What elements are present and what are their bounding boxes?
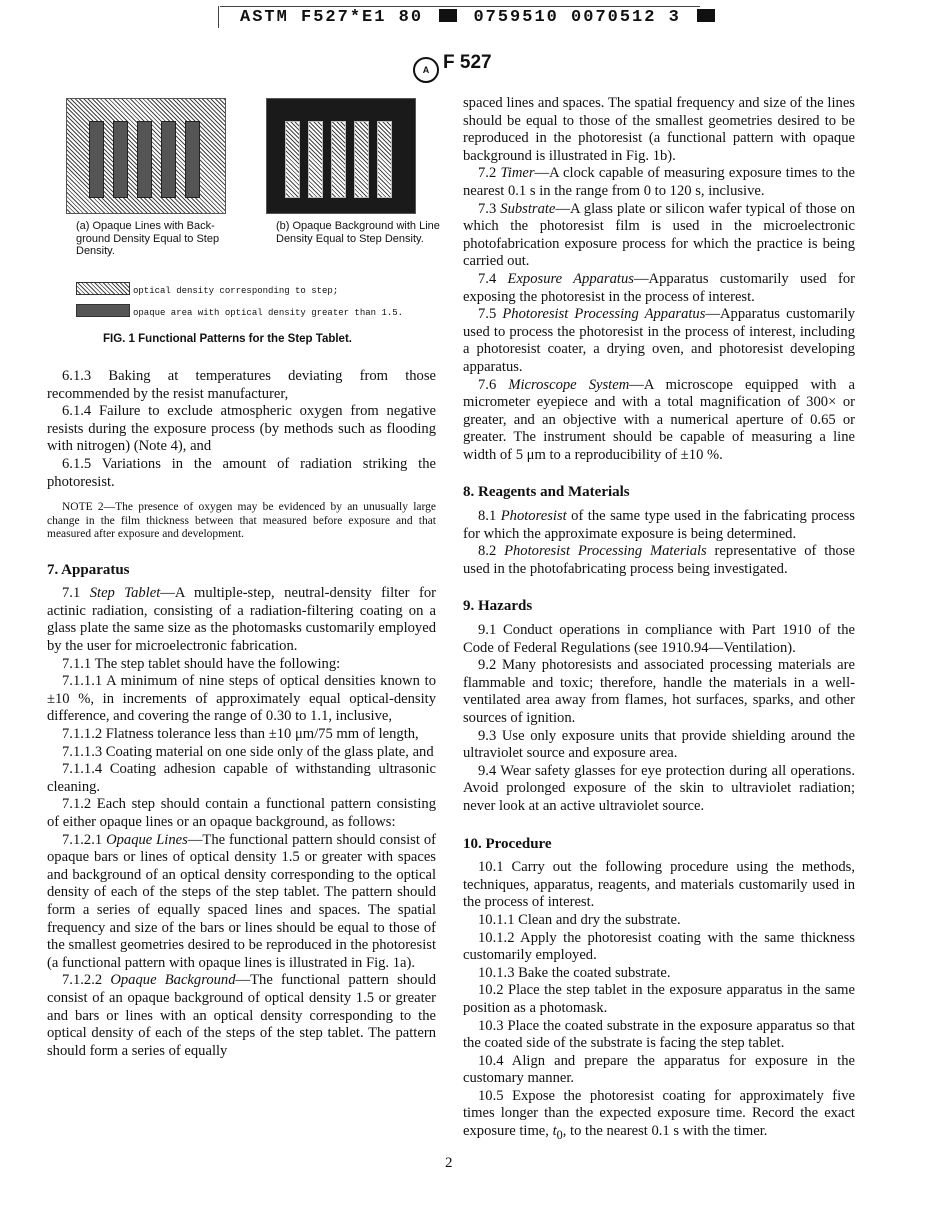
header-rule xyxy=(220,6,700,7)
density-line xyxy=(331,121,346,198)
para-7-1-1-2: 7.1.1.2 Flatness tolerance less than ±10 μm/75 mm of length, xyxy=(62,726,419,742)
para-10-3: 10.3 Place the coated substrate in the exposure apparatus so that the coated side of the substrate is facing the step tablet. xyxy=(463,1017,855,1052)
opaque-line xyxy=(137,121,152,198)
hatch-swatch-icon xyxy=(76,282,130,295)
para-6-1-3: 6.1.3 Baking at temperatures deviating from those recommended by the resist manufacturer, xyxy=(47,368,436,402)
para-7-1-2: 7.1.2 Each step should contain a functional pattern consisting of either opaque lines or an opaque background, as follows: xyxy=(47,796,436,830)
left-column xyxy=(47,368,436,1060)
para-9-4: 9.4 Wear safety glasses for eye protection during all operations. Avoid prolonged exposure of the skin to ultraviolet radiation; never look at an active ultraviolet source. xyxy=(463,762,855,814)
section-10-heading: 10. Procedure xyxy=(463,835,552,852)
para-10-1-3: 10.1.3 Bake the coated substrate. xyxy=(478,964,671,981)
para-7-1-1-3: 7.1.1.3 Coating material on one side only of the glass plate, and xyxy=(62,743,434,760)
note-2: NOTE 2—The presence of oxygen may be evidenced by an unusually large change in the film thickness between that measured before exposure and that measured after exposure and development. xyxy=(47,501,436,541)
para-7-1-1-4: 7.1.1.4 Coating adhesion capable of withstanding ultrasonic cleaning. xyxy=(47,761,436,795)
para-7-1: 7.1 Step Tablet—A multiple-step, neutral-density filter for actinic radiation, consisting of a radiation-filtering coating on a glass plate the same size as the photomasks customarily employed by the user for microelectronic fabrication. xyxy=(47,585,436,655)
section-7-heading: 7. Apparatus xyxy=(47,561,130,578)
section-8-heading: 8. Reagents and Materials xyxy=(463,484,630,501)
para-7-5: 7.5 Photoresist Processing Apparatus—Apparatus customarily used to process the photoresist in the process of interest, including a photoresist coater, a drying oven, and photoresist developing apparatus. xyxy=(463,306,855,375)
astm-logo xyxy=(413,52,492,83)
density-line xyxy=(308,121,323,198)
para-10-1-1: 10.1.1 Clean and dry the substrate. xyxy=(478,911,681,928)
designation: F 527 xyxy=(443,52,492,73)
para-8-2: 8.2 Photoresist Processing Materials representative of those used in the photofabricating process being investigated. xyxy=(463,543,855,577)
page-number: 2 xyxy=(445,1155,453,1171)
para-6-1-5: 6.1.5 Variations in the amount of radiation striking the photoresist. xyxy=(47,455,436,490)
para-7-3: 7.3 Substrate—A glass plate or silicon wafer typical of those on which the photoresist film is used in the microelectronic photofabrication exposure process for which the practice is being carried out. xyxy=(463,200,856,270)
figure-panel-a xyxy=(66,98,226,214)
para-7-1-2-2: 7.1.2.2 Opaque Background—The functional pattern should consist of an opaque background of optical density 1.5 or greater and bars or lines with an optical density corresponding to the optical density of each of the steps of the step tablet. The pattern should form a series of equally xyxy=(47,972,436,1059)
barcode-block-icon xyxy=(697,9,715,22)
opaque-swatch-icon xyxy=(76,304,130,317)
opaque-line xyxy=(89,121,104,198)
para-9-2: 9.2 Many photoresists and associated processing materials are flammable and toxic; therefore, handle the materials in a well-ventilated area away from flames, hot surfaces, sparks, and other sources of ignition. xyxy=(463,657,855,726)
figure-panel-b xyxy=(266,98,416,214)
para-7-1-2-1: 7.1.2.1 Opaque Lines—The functional pattern should consist of opaque bars or lines of optical density 1.5 or greater with spaces and background of an optical density corresponding to the optical density of each of the steps of the step tablet. The pattern should form a series of equally spaced lines and spaces. The spatial frequency and size of the bars or lines should be equal to those of the smallest geometries desired to be reproduced in the photoresist (a functional pattern with opaque lines is illustrated in Fig. 1a). xyxy=(47,831,436,971)
density-line xyxy=(377,121,392,198)
para-10-4: 10.4 Align and prepare the apparatus for exposure in the customary manner. xyxy=(463,1052,855,1087)
opaque-line xyxy=(161,121,176,198)
figure-title: FIG. 1 Functional Patterns for the Step Tablet. xyxy=(103,333,352,345)
code-right: 0759510 0070512 3 xyxy=(473,8,681,27)
para-6-1-4: 6.1.4 Failure to exclude atmospheric oxygen from negative resists during the exposure process (by methods such as flooding with nitrogen) (Note 4), and xyxy=(47,403,436,455)
figure-caption-b: (b) Opaque Background with Line Density Equal to Step Density. xyxy=(276,220,440,245)
para-10-1: 10.1 Carry out the following procedure using the methods, techniques, apparatus, reagents, and materials customarily used in the process of interest. xyxy=(463,859,855,911)
header-tick xyxy=(218,6,219,28)
astm-seal-icon: A xyxy=(413,57,439,83)
para-8-1: 8.1 Photoresist of the same type used in the fabricating process for which the approximate exposure is being determined. xyxy=(463,508,855,542)
para-7-2: 7.2 Timer—A clock capable of measuring exposure times to the nearest 0.1 s in the range from 0 to 120 s, inclusive. xyxy=(463,165,855,199)
section-9-heading: 9. Hazards xyxy=(463,598,533,615)
right-column xyxy=(463,95,855,1145)
opaque-line xyxy=(113,121,128,198)
para-7-6: 7.6 Microscope System—A microscope equipped with a micrometer eyepiece and with a total magnification of 300× or greater, and an objective with a numerical aperture of 0.65 or greater. The instrument should be capable of measuring a line width of 5 μm to a reproducibility of ±10 %. xyxy=(463,376,855,463)
para-9-1: 9.1 Conduct operations in compliance with Part 1910 of the Code of Federal Regulations (see 1910.94—Ventilation). xyxy=(463,622,855,656)
legend-item-step: optical density corresponding to step; xyxy=(76,282,338,296)
para-7-1-1: 7.1.1 The step tablet should have the following: xyxy=(62,655,341,672)
para-9-3: 9.3 Use only exposure units that provide shielding around the ultraviolet source and exposure area. xyxy=(463,727,855,762)
para-10-2: 10.2 Place the step tablet in the exposure apparatus in the same position as a photomask. xyxy=(463,982,855,1016)
para-continued: spaced lines and spaces. The spatial frequency and size of the lines should be equal to those of the smallest geometries desired to be reproduced in the photoresist (a functional pattern with opaque background is illustrated in Fig. 1b). xyxy=(463,95,855,164)
figure-caption-a: (a) Opaque Lines with Back-ground Density Equal to Step Density. xyxy=(76,220,220,257)
document-code xyxy=(240,8,719,27)
legend-item-opaque: opaque area with optical density greater than 1.5. xyxy=(76,304,403,318)
code-left: ASTM F527*E1 80 xyxy=(240,8,424,27)
para-7-4: 7.4 Exposure Apparatus—Apparatus customarily used for exposing the photoresist in the process of interest. xyxy=(463,270,855,305)
density-line xyxy=(354,121,369,198)
para-7-1-1-1: 7.1.1.1 A minimum of nine steps of optical densities known to ±10 %, in increments of approximately equal optical-density difference, and covering the range of 0.30 to 1.1, inclusive, xyxy=(47,673,436,725)
para-10-1-2: 10.1.2 Apply the photoresist coating with the same thickness customarily employed. xyxy=(463,929,855,964)
para-10-5: 10.5 Expose the photoresist coating for approximately five times longer than the expected exposure time. Record the exact exposure time, $t_0$, to the nearest 0.1 s with the timer. xyxy=(463,1087,855,1142)
barcode-block-icon xyxy=(439,9,457,22)
density-line xyxy=(285,121,300,198)
opaque-line xyxy=(185,121,200,198)
